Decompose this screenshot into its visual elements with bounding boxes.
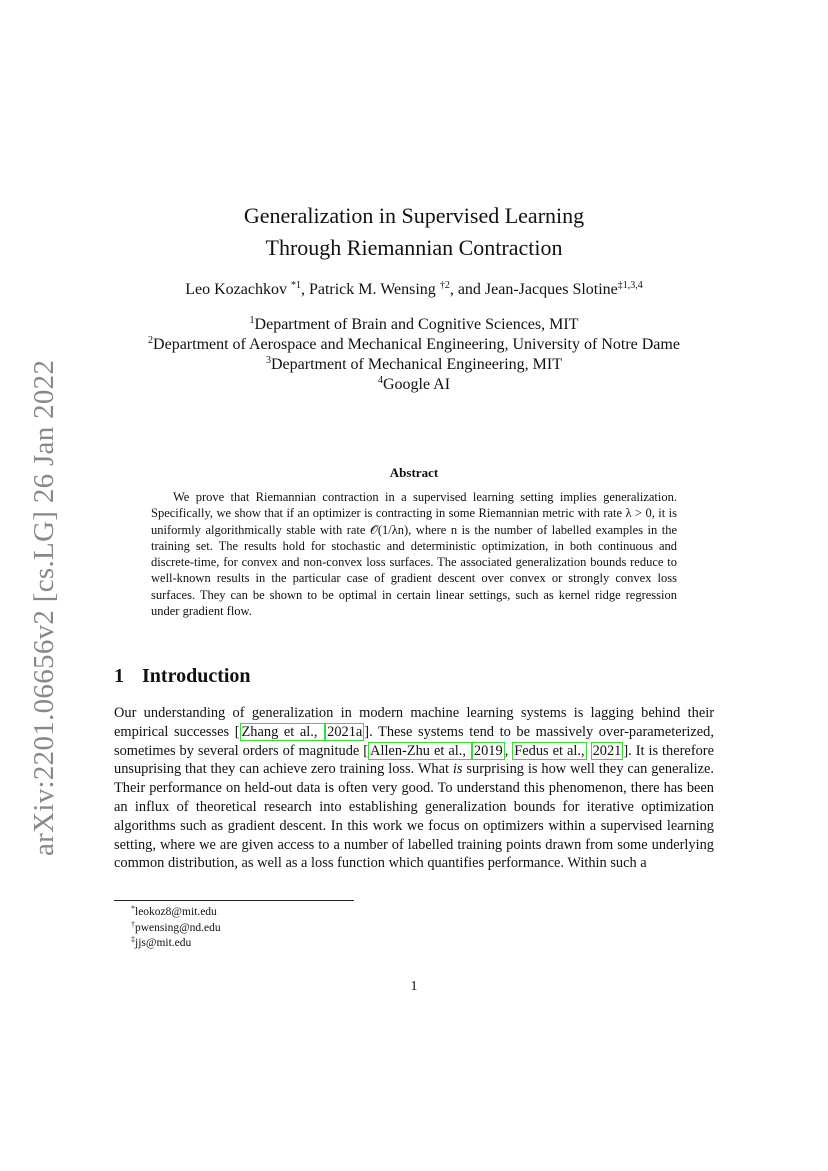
footnote <box>131 936 221 952</box>
author-name: Jean-Jacques Slotine <box>484 281 618 298</box>
citation-authors: Zhang et al., <box>241 723 318 740</box>
footnote-mark: † <box>131 919 135 929</box>
footnote-mark: * <box>131 904 135 913</box>
affiliation-text: Google AI <box>382 376 451 393</box>
author-separator: , <box>300 281 309 298</box>
title-line-2: Through Riemannian Contraction <box>265 235 563 260</box>
affiliation <box>0 335 828 355</box>
intro-text: ]. It is therefore unsuprising that they can achieve zero training loss. What <box>114 742 714 778</box>
citation-link[interactable]: 2021a <box>327 723 363 740</box>
author-separator: , and <box>449 281 485 298</box>
footnote-email-link[interactable]: jjs@mit.edu <box>135 937 192 949</box>
author-name: Leo Kozachkov <box>185 281 287 298</box>
affiliation-number: 2 <box>148 335 154 346</box>
paper-title <box>0 200 828 264</box>
affiliation <box>0 355 828 375</box>
section-number: 1 <box>114 665 124 687</box>
citation-link[interactable] <box>368 742 472 760</box>
citation-authors: Allen-Zhu et al., <box>370 742 466 759</box>
affiliation <box>0 375 828 395</box>
footnote-email-link[interactable]: pwensing@nd.edu <box>135 921 221 934</box>
affiliation-text: Department of Aerospace and Mechanical Engineering, University of Notre Dame <box>153 336 680 353</box>
affiliation <box>0 315 828 335</box>
affiliation-number: 4 <box>377 375 383 386</box>
intro-text: ]. These systems tend to be massively over-parameterized, sometimes by several orders of magnitude [ <box>114 723 714 759</box>
intro-text: surprising is how well they can generalize. Their performance on held-out data is often very good. To understand this phenomenon, there has been an influx of theoretical research into establishing generalization bounds for iterative optimization algorithms such as gradient descent. In this work we focus on optimizers within a supervised learning setting, where we are given access to a number of labelled training points drawn from some underlying common distribution, as well as a loss function which quantifies performance. Within such a <box>114 761 714 872</box>
footnote <box>131 921 221 937</box>
footnote-divider <box>114 900 354 901</box>
author-mark[interactable]: ‡1,3,4 <box>617 280 643 291</box>
footnote <box>131 905 221 921</box>
footnote-email-link[interactable]: leokoz8@mit.edu <box>135 906 217 918</box>
citation-link[interactable]: 2019 <box>473 742 503 759</box>
affiliation-text: Department of Brain and Cognitive Sciences, MIT <box>254 316 579 333</box>
affiliation-text: Department of Mechanical Engineering, MIT <box>271 356 562 373</box>
title-line-1: Generalization in Supervised Learning <box>243 203 585 228</box>
intro-text: , <box>504 742 513 759</box>
section-title: Introduction <box>142 665 251 687</box>
affiliation-number: 3 <box>266 355 271 366</box>
citation-link[interactable]: 2021 <box>592 742 622 759</box>
introduction-paragraph <box>114 704 714 873</box>
author-name: Patrick M. Wensing <box>308 281 436 298</box>
affiliation-number: 1 <box>249 315 255 326</box>
author-mark[interactable]: †2 <box>439 280 450 291</box>
intro-text: Our understanding of generalization in modern machine learning systems is lagging behind their empirical successes [ <box>114 705 714 740</box>
citation-link[interactable] <box>240 723 326 741</box>
section-heading <box>114 665 251 688</box>
footnote-mark: ‡ <box>131 935 135 944</box>
author-mark[interactable]: *1 <box>290 280 301 291</box>
footnotes <box>131 905 221 952</box>
emphasis-text: is <box>452 761 463 778</box>
affiliation-list <box>0 315 828 395</box>
citation-link[interactable]: Fedus et al., <box>514 742 585 759</box>
abstract-heading: Abstract <box>389 465 439 480</box>
abstract-text: We prove that Riemannian contraction in a supervised learning setting implies generalization. Specifically, we show that if an optimizer is contracting in some Riemannian metric with rate λ > 0, it is uniformly algorithmically stable with rate 𝒪(1/λn), where n is the number of labelled examples in the training set. The results hold for stochastic and deterministic optimization, in both continuous and discrete-time, for convex and non-convex loss surfaces. The associated generalization bounds reduce to well-known results in the particular case of gradient descent over convex or strongly convex loss surfaces. They can be shown to be optimal in certain linear settings, such as kernel ridge regression under gradient flow. <box>151 490 677 619</box>
page-number: 1 <box>410 979 418 994</box>
author-list <box>0 281 828 299</box>
arxiv-identifier-stamp[interactable]: arXiv:2201.06656v2 [cs.LG] 26 Jan 2022 <box>28 359 60 856</box>
